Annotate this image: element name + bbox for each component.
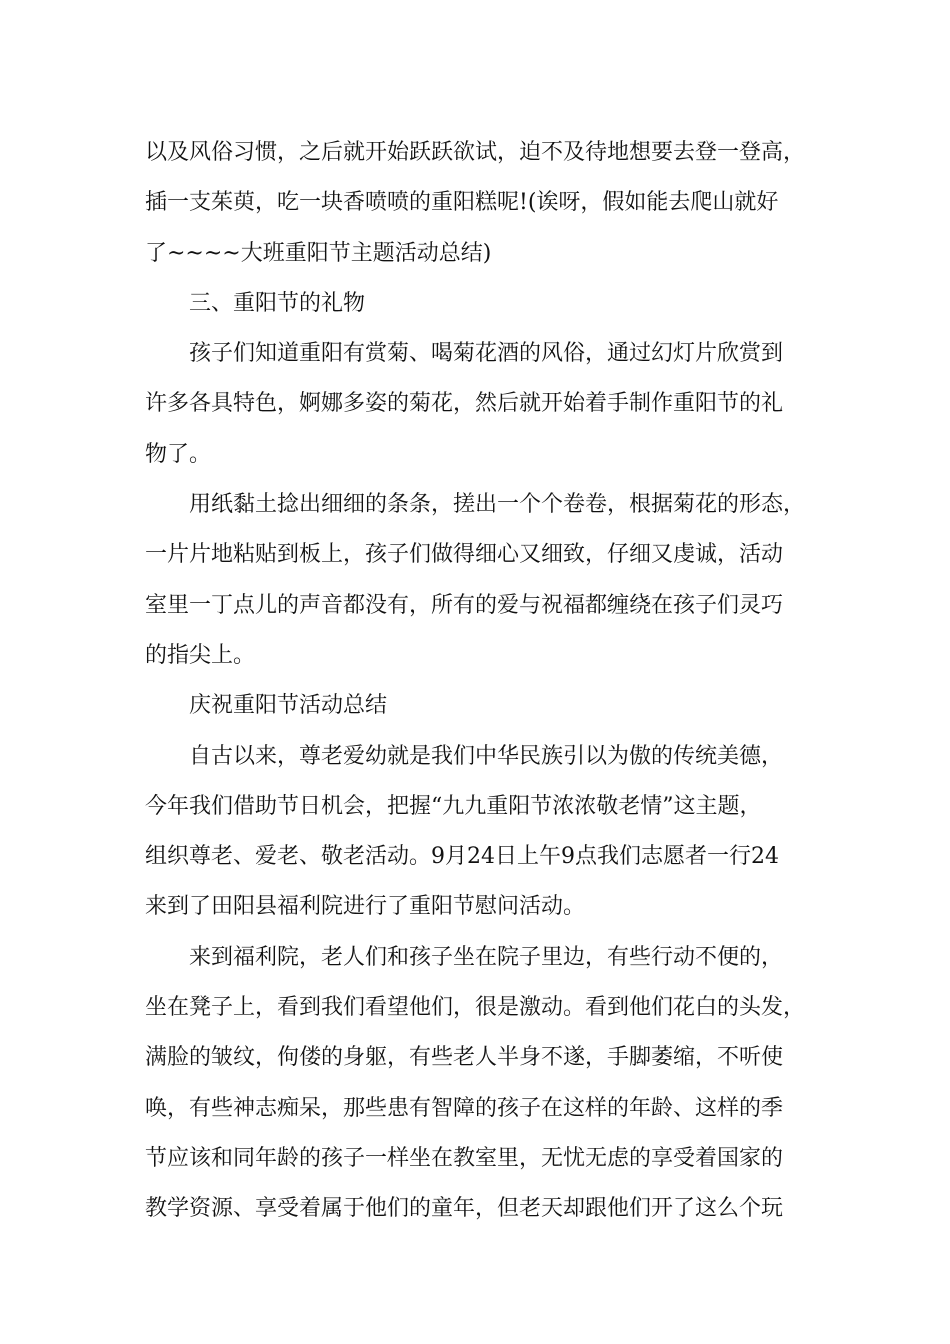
- line-text: 以及风俗习惯，之后就开始跃跃欲试，迫不及待地想要去登一登高，: [145, 140, 806, 165]
- paragraph-first-line: [145, 732, 825, 782]
- text-line: [145, 832, 825, 882]
- line-text: 坐在凳子上，看到我们看望他们，很是激动。看到他们花白的头发，: [145, 995, 806, 1021]
- line-text: 插一支茱萸，吃一块香喷喷的重阳糕呢!(诶呀，假如能去爬山就好: [145, 190, 779, 216]
- text-line: [145, 178, 825, 228]
- text-line: [145, 983, 825, 1033]
- text-line: [145, 430, 825, 480]
- line-text: 庆祝重阳节活动总结: [189, 693, 388, 719]
- text-line: [145, 1033, 825, 1083]
- text-line: [145, 128, 825, 178]
- line-text: 三、重阳节的礼物: [189, 290, 366, 316]
- line-text: 孩子们知道重阳有赏菊、喝菊花酒的风俗，通过幻灯片欣赏到: [189, 341, 784, 367]
- text-line: [145, 631, 825, 681]
- line-text: 组织尊老、爱老、敬老活动。9月24日上午9点我们志愿者一行24: [145, 844, 779, 870]
- line-text: 来到了田阳县福利院进行了重阳节慰问活动。: [145, 894, 586, 920]
- line-text: 一片片地粘贴到板上，孩子们做得细心又细致，仔细又虔诚，活动: [145, 542, 784, 568]
- line-text: 唤，有些神志痴呆，那些患有智障的孩子在这样的年龄、这样的季: [145, 1095, 784, 1121]
- paragraph-first-line: [145, 329, 825, 379]
- line-text: 满脸的皱纹，佝偻的身躯，有些老人半身不遂，手脚萎缩，不听使: [145, 1045, 784, 1071]
- line-text: 来到福利院，老人们和孩子坐在院子里边，有些行动不便的，: [189, 944, 784, 970]
- text-line: [145, 882, 825, 932]
- text-line: [145, 379, 825, 429]
- line-text: 今年我们借助节日机会，把握“九九重阳节浓浓敬老情”这主题，: [145, 793, 762, 819]
- text-line: [145, 530, 825, 580]
- line-text: 的指尖上。: [145, 642, 256, 668]
- text-line: [145, 581, 825, 631]
- document-body: [145, 128, 825, 1235]
- text-line: [145, 1134, 825, 1184]
- text-line: [145, 229, 825, 279]
- line-text: 物了。: [145, 441, 212, 467]
- line-text: 了~~~~大班重阳节主题活动总结): [145, 240, 492, 266]
- line-text: 用纸黏土捻出细细的条条，搓出一个个卷卷，根据菊花的形态，: [189, 492, 806, 518]
- paragraph-first-line: [145, 480, 825, 530]
- line-text: 教学资源、享受着属于他们的童年，但老天却跟他们开了这么个玩: [145, 1196, 784, 1222]
- paragraph-first-line: [145, 681, 825, 731]
- line-text: 节应该和同年龄的孩子一样坐在教室里，无忧无虑的享受着国家的: [145, 1145, 784, 1171]
- line-text: 室里一丁点儿的声音都没有，所有的爱与祝福都缠绕在孩子们灵巧: [145, 592, 784, 618]
- text-line: [145, 1184, 825, 1234]
- text-line: [145, 1084, 825, 1134]
- line-text: 许多各具特色，婀娜多姿的菊花，然后就开始着手制作重阳节的礼: [145, 391, 784, 417]
- text-line: [145, 782, 825, 832]
- line-text: 自古以来，尊老爱幼就是我们中华民族引以为傲的传统美德，: [189, 743, 784, 769]
- paragraph-first-line: [145, 933, 825, 983]
- paragraph-first-line: [145, 279, 825, 329]
